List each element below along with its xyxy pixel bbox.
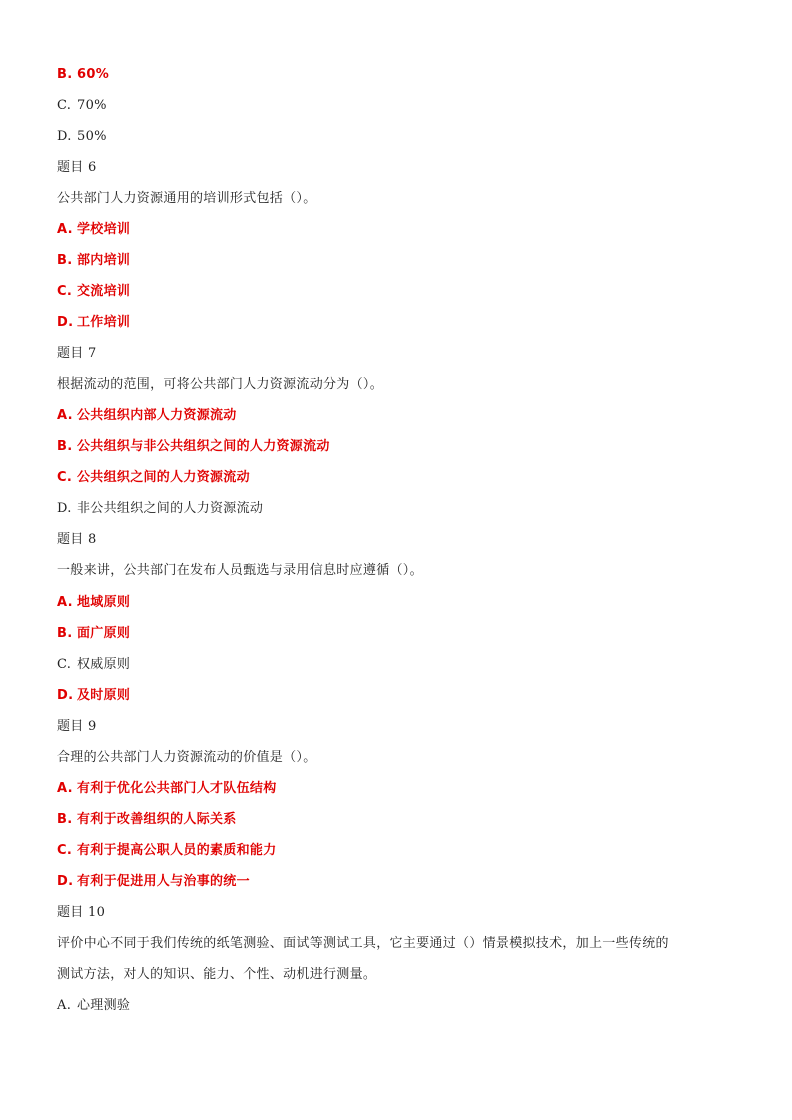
- question-stem: 一般来讲，公共部门在发布人员甄选与录用信息时应遵循（）。: [57, 563, 423, 578]
- question-heading: 题目 8: [57, 532, 97, 547]
- option-c-correct: C. 交流培训: [57, 284, 131, 299]
- option-b-correct: B. 公共组织与非公共组织之间的人力资源流动: [57, 439, 330, 454]
- option-d-correct: D. 及时原则: [57, 688, 131, 703]
- option-d: D. 非公共组织之间的人力资源流动: [57, 501, 264, 516]
- option-c: C. 70%: [57, 98, 107, 113]
- option-c: C. 权威原则: [57, 657, 131, 672]
- question-stem: 根据流动的范围，可将公共部门人力资源流动分为（）。: [57, 377, 384, 392]
- question-stem: 合理的公共部门人力资源流动的价值是（）。: [57, 750, 317, 765]
- question-stem-line-2: 测试方法，对人的知识、能力、个性、动机进行测量。: [57, 967, 377, 982]
- option-b-correct: B. 面广原则: [57, 626, 131, 641]
- option-c-correct: C. 公共组织之间的人力资源流动: [57, 470, 250, 485]
- option-a-correct: A. 学校培训: [57, 222, 131, 237]
- option-d-correct: D. 工作培训: [57, 315, 131, 330]
- option-b-correct: B. 60%: [57, 67, 110, 82]
- option-a: A. 心理测验: [57, 998, 131, 1013]
- option-d-correct: D. 有利于促进用人与治事的统一: [57, 874, 250, 889]
- question-heading: 题目 6: [57, 160, 97, 175]
- option-d: D. 50%: [57, 129, 107, 144]
- question-heading: 题目 7: [57, 346, 97, 361]
- option-c-correct: C. 有利于提高公职人员的素质和能力: [57, 843, 277, 858]
- question-stem-line-1: 评价中心不同于我们传统的纸笔测验、面试等测试工具，它主要通过（）情景模拟技术，加上一些传统的: [57, 936, 669, 951]
- option-a-correct: A. 公共组织内部人力资源流动: [57, 408, 237, 423]
- question-heading: 题目 9: [57, 719, 97, 734]
- option-a-correct: A. 地域原则: [57, 595, 131, 610]
- question-stem: 公共部门人力资源通用的培训形式包括（）。: [57, 191, 317, 206]
- option-b-correct: B. 有利于改善组织的人际关系: [57, 812, 237, 827]
- option-b-correct: B. 部内培训: [57, 253, 131, 268]
- question-heading: 题目 10: [57, 905, 106, 920]
- option-a-correct: A. 有利于优化公共部门人才队伍结构: [57, 781, 277, 796]
